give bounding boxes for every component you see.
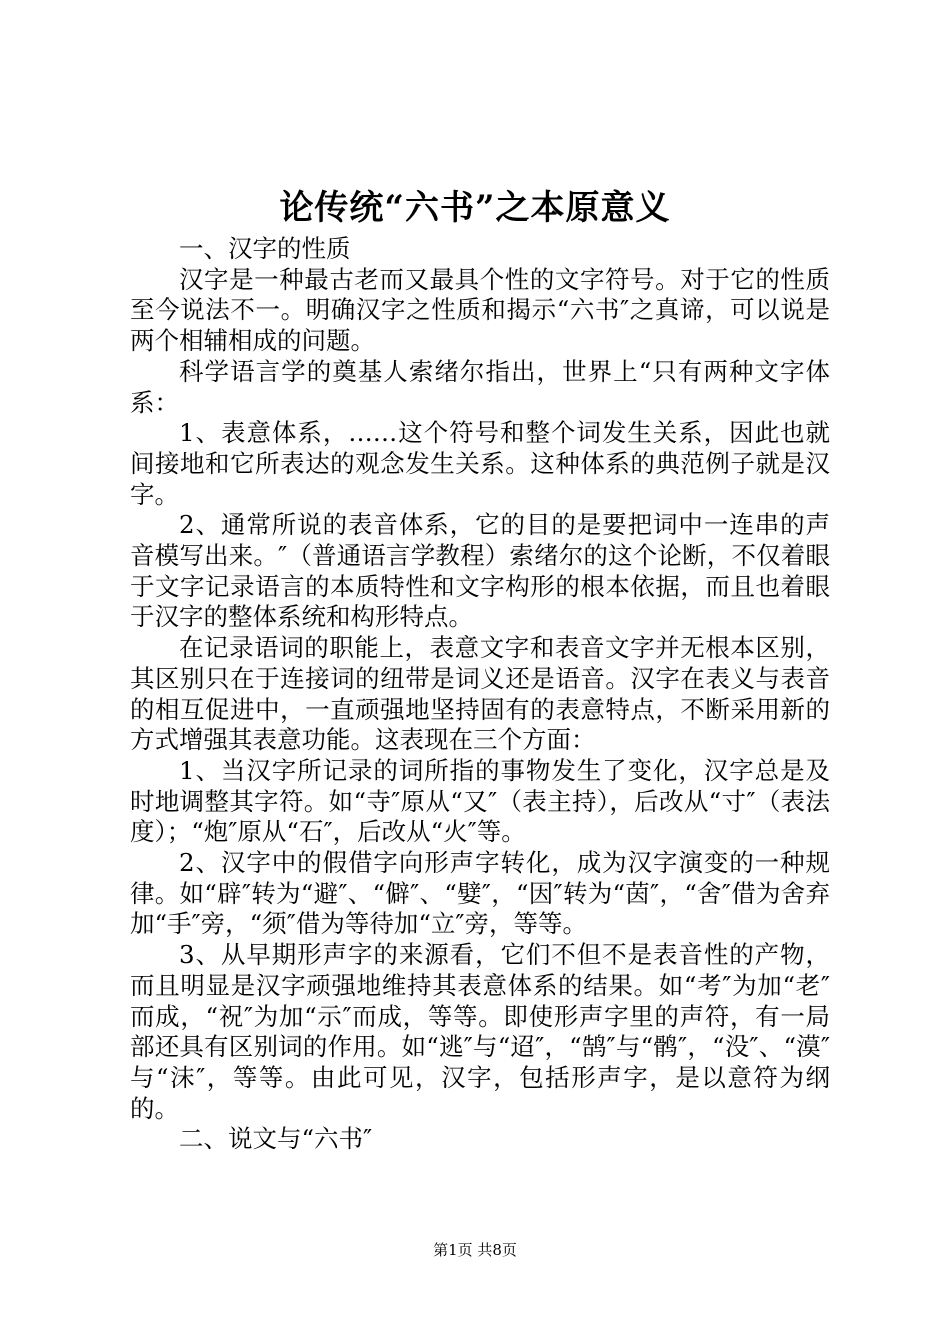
section-heading: 一、汉字的性质 bbox=[179, 234, 351, 263]
paragraph: 3、从早期形声字的来源看，它们不但不是表音性的产物，而且明显是汉字顽强地维持其表意体系的结果。如“考″为加“老″而成，“祝″为加“示″而成，等等。即使形声字里的声符，有一局部还具有区别词的作用。如“逃″与“迢″，“鹄″与“鹘″，“没″、“漠″与“沫″，等等。由此可见，汉字，包括形声字，是以意符为纲的。 bbox=[130, 940, 830, 1123]
paragraph: 在记录语词的职能上，表意文字和表音文字并无根本区别，其区别只在于连接词的纽带是词义还是语音。汉字在表义与表音的相互促进中，一直顽强地坚持固有的表意特点，不断采用新的方式增强其表意功能。这表现在三个方面： bbox=[130, 633, 830, 755]
section-heading: 二、说文与“六书″ bbox=[179, 1124, 373, 1154]
paragraph: 1、表意体系，……这个符号和整个词发生关系，因此也就间接地和它所表达的观念发生关系。这种体系的典范例子就是汉字。 bbox=[130, 418, 830, 509]
page-number-footer: 第1页 共8页 bbox=[433, 1241, 517, 1259]
paragraph: 2、通常所说的表音体系，它的目的是要把词中一连串的声音模写出来。″（普通语言学教程）索绪尔的这个论断，不仅着眼于文字记录语言的本质特性和文字构形的根本依据，而且也着眼于汉字的整体系统和构形特点。 bbox=[130, 510, 830, 632]
document-title: 论传统“六书”之本原意义 bbox=[279, 188, 671, 228]
paragraph: 1、当汉字所记录的词所指的事物发生了变化，汉字总是及时地调整其字符。如“寺″原从“又″（表主持），后改从“寸″（表法度）；“炮″原从“石″，后改从“火″等。 bbox=[130, 755, 830, 847]
paragraph: 汉字是一种最古老而又最具个性的文字符号。对于它的性质至今说法不一。明确汉字之性质和揭示“六书″之真谛，可以说是两个相辅相成的问题。 bbox=[130, 264, 830, 356]
paragraph: 2、汉字中的假借字向形声字转化，成为汉字演变的一种规律。如“辟″转为“避″、“僻″、“嬖″，“因″转为“茵″，“舍″借为舍弃加“手″旁，“须″借为等待加“立″旁，等等。 bbox=[130, 848, 830, 939]
document-body bbox=[130, 234, 830, 1155]
paragraph: 科学语言学的奠基人索绪尔指出，世界上“只有两种文字体系： bbox=[130, 356, 830, 417]
